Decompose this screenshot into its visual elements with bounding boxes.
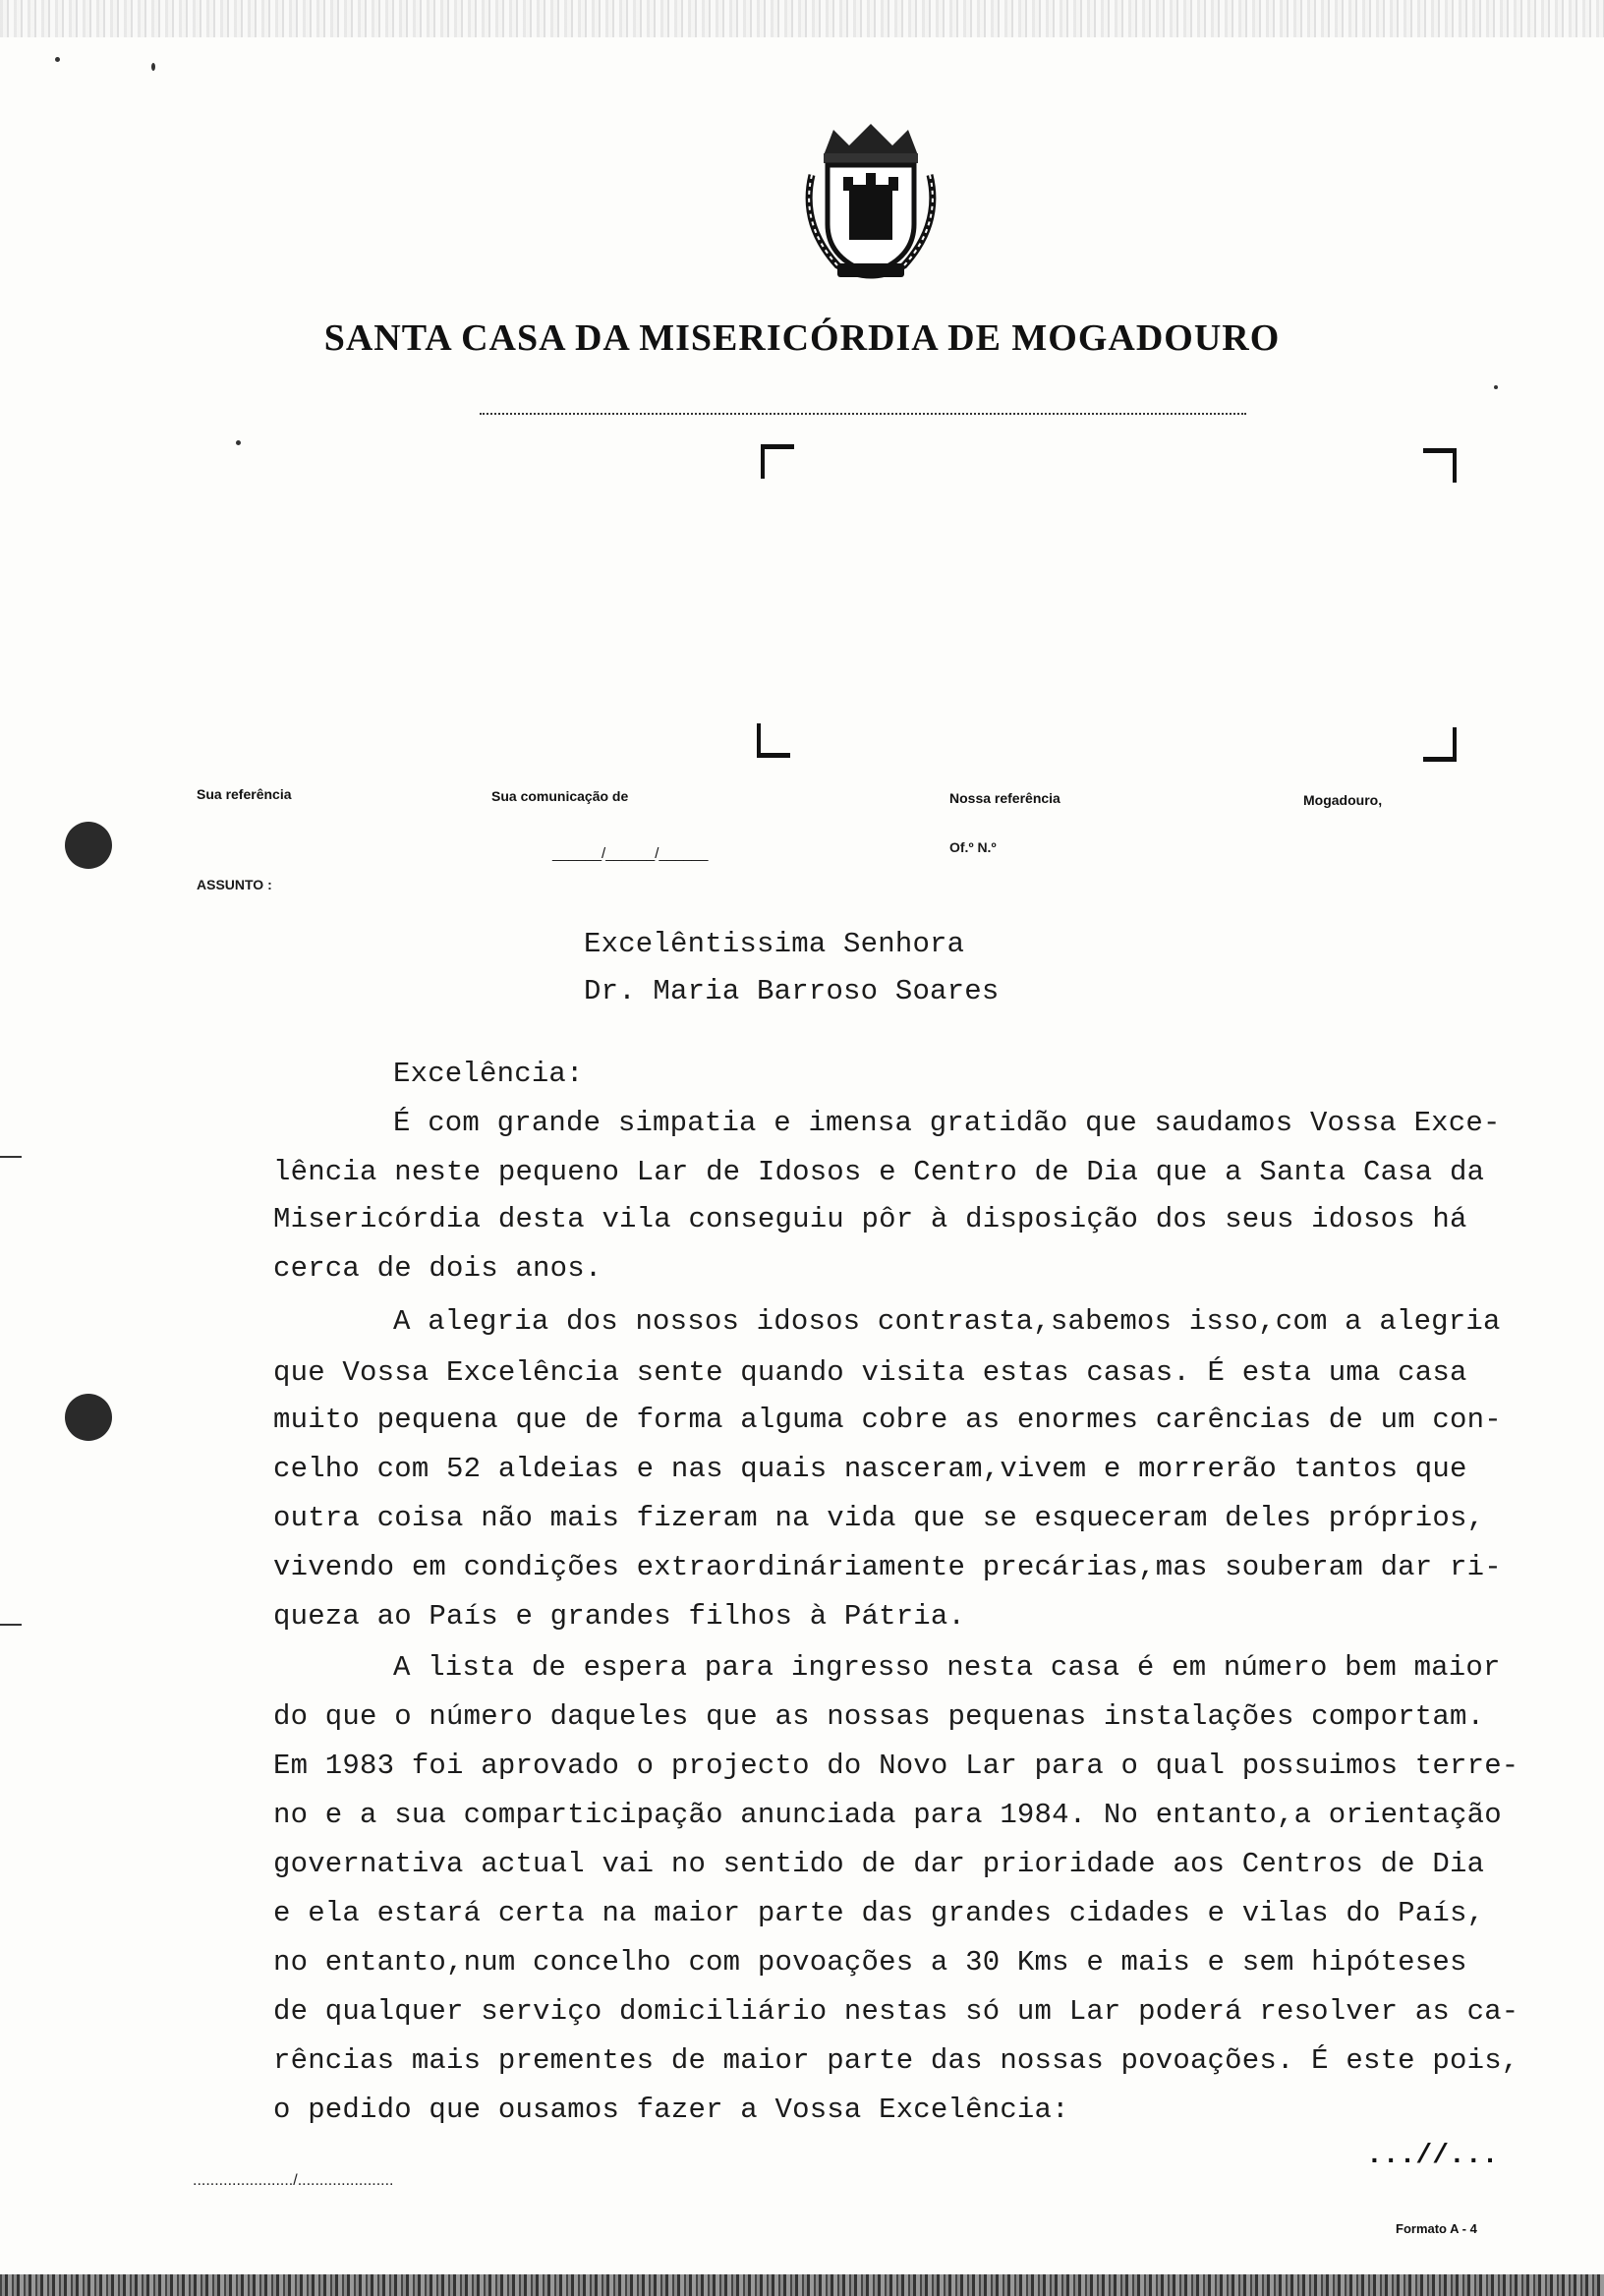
body-line: governativa actual vai no sentido de dar prioridade aos Centros de Dia bbox=[273, 1848, 1485, 1880]
fold-mark bbox=[0, 1156, 22, 1158]
address-window-corner-top-left bbox=[761, 444, 794, 479]
municipal-seal-icon bbox=[794, 116, 947, 285]
body-line: o pedido que ousamos fazer a Vossa Excelência: bbox=[273, 2094, 1069, 2126]
body-line: no e a sua comparticipação anunciada para 1984. No entanto,a orientação bbox=[273, 1799, 1502, 1831]
nossa-referencia-label: Nossa referência bbox=[949, 790, 1060, 806]
body-line: que Vossa Excelência sente quando visita estas casas. É esta uma casa bbox=[273, 1356, 1467, 1389]
body-line: no entanto,num concelho com povoações a 30 Kms e mais e sem hipóteses bbox=[273, 1946, 1467, 1979]
date-blank: ______/______/______ bbox=[552, 845, 709, 862]
body-line: rências mais prementes de maior parte das nossas povoações. É este pois, bbox=[273, 2044, 1519, 2077]
body-line: outra coisa não mais fizeram na vida que se esqueceram deles próprios, bbox=[273, 1502, 1485, 1534]
punch-hole bbox=[65, 1394, 112, 1441]
continued-mark: ...//... bbox=[1366, 2141, 1499, 2171]
scan-top-edge bbox=[0, 0, 1604, 37]
local-label: Mogadouro, bbox=[1303, 792, 1383, 808]
scan-speck bbox=[236, 440, 241, 445]
body-line: A lista de espera para ingresso nesta casa é em número bem maior bbox=[393, 1651, 1501, 1684]
body-line: cerca de dois anos. bbox=[273, 1252, 602, 1285]
body-line: A alegria dos nossos idosos contrasta,sabemos isso,com a alegria bbox=[393, 1305, 1501, 1338]
body-line: lência neste pequeno Lar de Idosos e Centro de Dia que a Santa Casa da bbox=[273, 1156, 1485, 1188]
body-line: vivendo em condições extraordináriamente precárias,mas souberam dar ri- bbox=[273, 1551, 1502, 1583]
salutation: Excelência: bbox=[393, 1058, 584, 1090]
organization-name: SANTA CASA DA MISERICÓRDIA DE MOGADOURO bbox=[323, 317, 1281, 359]
sua-comunicacao-label: Sua comunicação de bbox=[491, 788, 629, 804]
body-line: Misericórdia desta vila conseguiu pôr à disposição dos seus idosos há bbox=[273, 1203, 1467, 1235]
address-window-corner-bottom-right bbox=[1423, 727, 1457, 762]
body-line: celho com 52 aldeias e nas quais nasceram,vivem e morrerão tantos que bbox=[273, 1453, 1467, 1485]
address-window-corner-top-right bbox=[1423, 448, 1457, 483]
scan-speck bbox=[151, 63, 155, 71]
body-line: muito pequena que de forma alguma cobre as enormes carências de um con- bbox=[273, 1404, 1502, 1436]
assunto-label: ASSUNTO : bbox=[197, 877, 272, 892]
body-line: de qualquer serviço domiciliário nestas só um Lar poderá resolver as ca- bbox=[273, 1995, 1519, 2028]
body-line: É com grande simpatia e imensa gratidão que saudamos Vossa Exce- bbox=[393, 1107, 1501, 1139]
body-line: do que o número daqueles que as nossas pequenas instalações comportam. bbox=[273, 1700, 1485, 1733]
scan-bottom-edge bbox=[0, 2274, 1604, 2296]
header-divider bbox=[480, 413, 1246, 415]
addressee-line: Dr. Maria Barroso Soares bbox=[584, 975, 1000, 1007]
body-line: e ela estará certa na maior parte das grandes cidades e vilas do País, bbox=[273, 1897, 1485, 1929]
oficio-numero-label: Of.º N.º bbox=[949, 839, 997, 855]
scan-speck bbox=[55, 57, 60, 62]
fold-mark bbox=[0, 1624, 22, 1626]
addressee-line: Excelêntissima Senhora bbox=[584, 928, 965, 960]
body-line: Em 1983 foi aprovado o projecto do Novo Lar para o qual possuimos terre- bbox=[273, 1750, 1519, 1782]
sua-referencia-label: Sua referência bbox=[197, 786, 292, 802]
body-line: queza ao País e grandes filhos à Pátria. bbox=[273, 1600, 966, 1633]
punch-hole bbox=[65, 822, 112, 869]
footer-signature-line: ......................./...................... bbox=[193, 2172, 394, 2189]
form-format-label: Formato A - 4 bbox=[1396, 2221, 1477, 2236]
address-window-corner-bottom-left bbox=[757, 723, 790, 758]
scan-speck bbox=[1494, 385, 1498, 389]
